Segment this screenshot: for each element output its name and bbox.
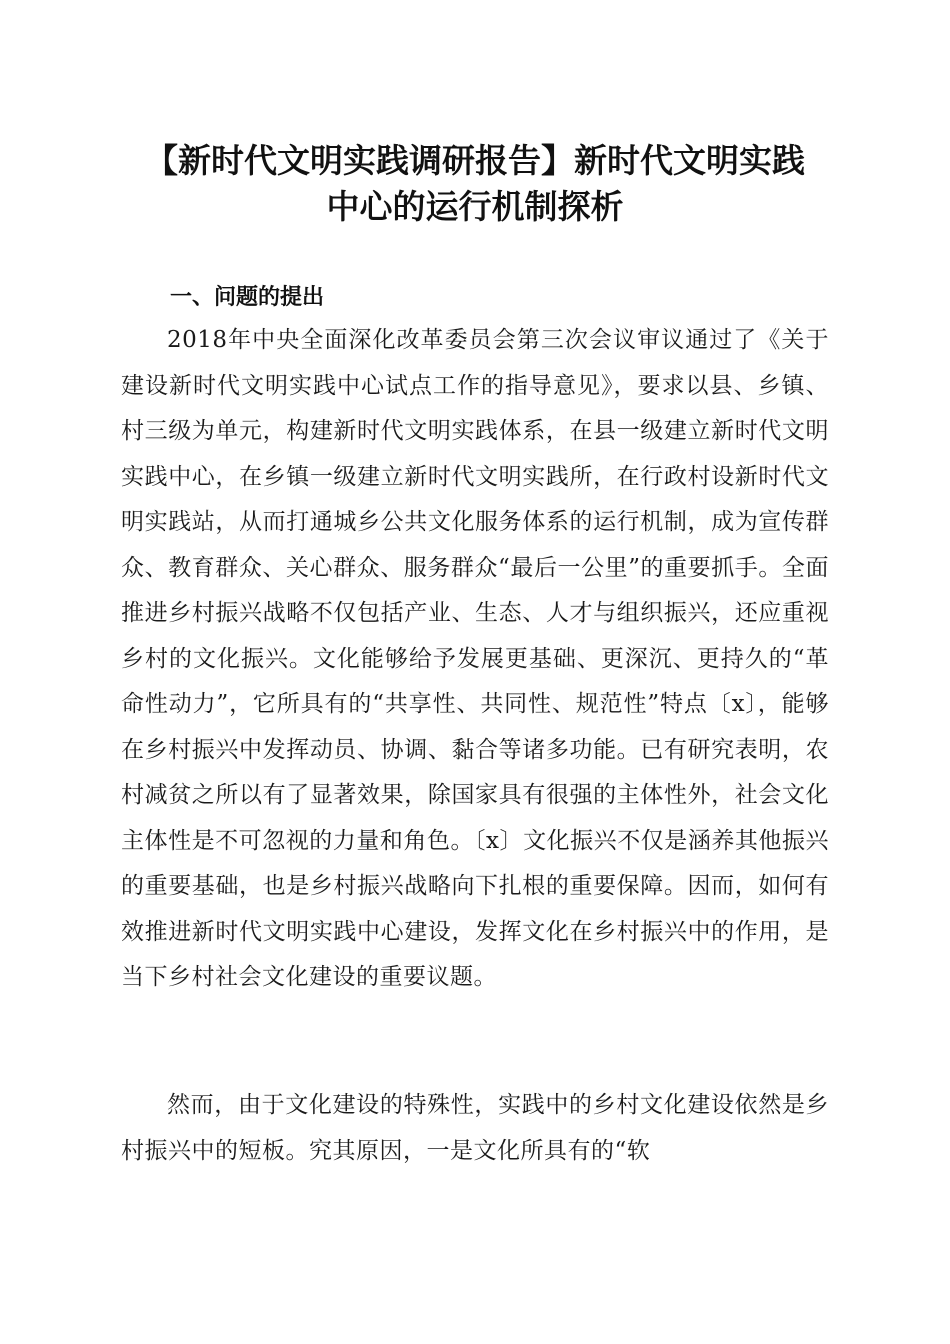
document-title-line-2: 中心的运行机制探析	[326, 187, 624, 226]
body-paragraph-1: 2018年中央全面深化改革委员会第三次会议审议通过了《关于建设新时代文明实践中心试点工作的指导意见》，要求以县、乡镇、村三级为单元，构建新时代文明实践体系，在县一级建立新时代文明实践中心，在乡镇一级建立新时代文明实践所，在行政村设新时代文明实践站，从而打通城乡公共文化服务体系的运行机制，成为宣传群众、教育群众、关心群众、服务群众“最后一公里”的重要抓手。全面推进乡村振兴战略不仅包括产业、生态、人才与组织振兴，还应重视乡村的文化振兴。文化能够给予发展更基础、更深沉、更持久的“革命性动力”，它所具有的“共享性、共同性、规范性”特点〔x〕，能够在乡村振兴中发挥动员、协调、黏合等诸多功能。已有研究表明，农村减贫之所以有了显著效果，除国家具有很强的主体性外，社会文化主体性是不可忽视的力量和角色。〔x〕文化振兴不仅是涵养其他振兴的重要基础，也是乡村振兴战略向下扎根的重要保障。因而，如何有效推进新时代文明实践中心建设，发挥文化在乡村振兴中的作用，是当下乡村社会文化建设的重要议题。	[121, 327, 829, 990]
section-heading: 一、问题的提出	[170, 285, 325, 310]
body-paragraph-2: 然而，由于文化建设的特殊性，实践中的乡村文化建设依然是乡村振兴中的短板。究其原因，一是文化所具有的“软	[121, 1092, 829, 1164]
document-title-line-1: 【新时代文明实践调研报告】新时代文明实践	[145, 141, 805, 180]
